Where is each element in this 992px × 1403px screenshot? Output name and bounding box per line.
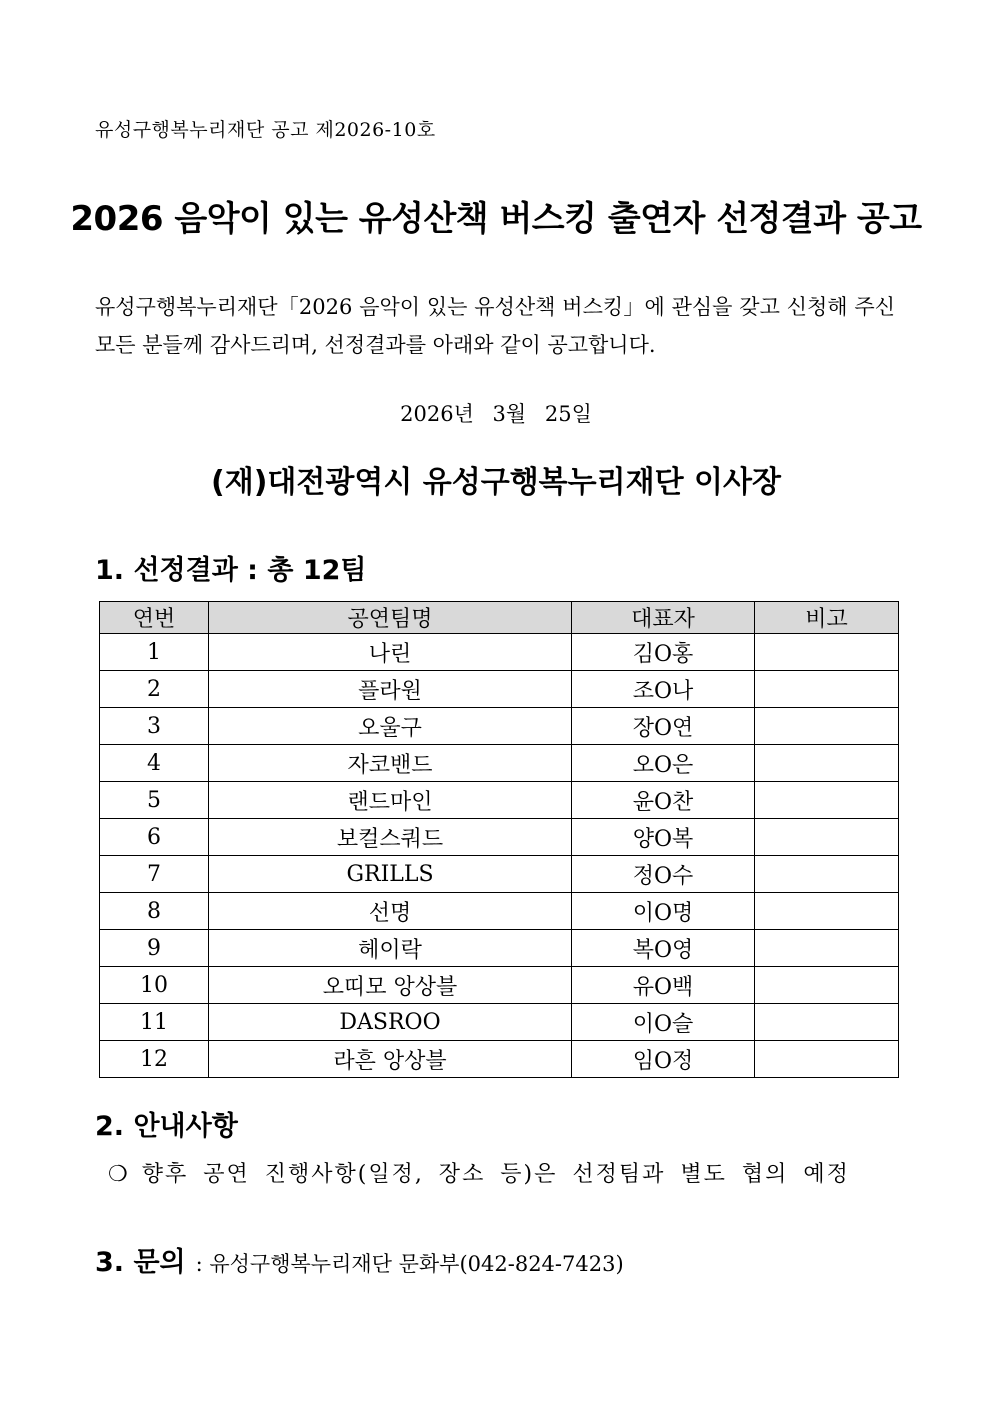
representative: 조O나 [572, 671, 755, 708]
representative: 장O연 [572, 708, 755, 745]
row-number: 7 [100, 856, 209, 893]
note [755, 745, 899, 782]
column-header-no: 연번 [100, 602, 209, 634]
representative: 윤O찬 [572, 782, 755, 819]
column-header-team: 공연팀명 [209, 602, 572, 634]
row-number: 12 [100, 1041, 209, 1078]
team-name: 랜드마인 [209, 782, 572, 819]
table-row [100, 856, 899, 893]
table-row [100, 634, 899, 671]
results-table [99, 601, 899, 1078]
team-name: 보컬스쿼드 [209, 819, 572, 856]
table-row [100, 893, 899, 930]
note [755, 967, 899, 1004]
note [755, 671, 899, 708]
table-row [100, 782, 899, 819]
notice-number: 유성구행복누리재단 공고 제2026-10호 [95, 119, 436, 141]
table-row [100, 930, 899, 967]
note [755, 930, 899, 967]
row-number: 5 [100, 782, 209, 819]
row-number: 6 [100, 819, 209, 856]
row-number: 8 [100, 893, 209, 930]
table-row [100, 1004, 899, 1041]
table-row [100, 671, 899, 708]
team-name: 오띠모 앙상블 [209, 967, 572, 1004]
guidance-text: 향후 공연 진행사항(일정, 장소 등)은 선정팀과 별도 협의 예정 [141, 1162, 850, 1187]
representative: 복O영 [572, 930, 755, 967]
team-name: 자코밴드 [209, 745, 572, 782]
team-name: 플라원 [209, 671, 572, 708]
team-name: 라흔 앙상블 [209, 1041, 572, 1078]
representative: 정O수 [572, 856, 755, 893]
team-name: 헤이락 [209, 930, 572, 967]
representative: 임O정 [572, 1041, 755, 1078]
row-number: 9 [100, 930, 209, 967]
team-name: 오울구 [209, 708, 572, 745]
table-row [100, 708, 899, 745]
note [755, 1041, 899, 1078]
note [755, 893, 899, 930]
team-name: 선명 [209, 893, 572, 930]
note [755, 1004, 899, 1041]
table-row [100, 745, 899, 782]
team-name: GRILLS [209, 856, 572, 893]
team-name: DASROO [209, 1004, 572, 1041]
section-heading-contact: 3. 문의 [95, 1247, 186, 1278]
representative: 이O명 [572, 893, 755, 930]
section-heading-guidance: 2. 안내사항 [95, 1111, 238, 1142]
table-row [100, 819, 899, 856]
note [755, 708, 899, 745]
column-header-note: 비고 [755, 602, 899, 634]
note [755, 634, 899, 671]
row-number: 10 [100, 967, 209, 1004]
representative: 양O복 [572, 819, 755, 856]
guidance-bullet [108, 1157, 850, 1188]
table-row [100, 967, 899, 1004]
contact-info: : 유성구행복누리재단 문화부(042-824-7423) [195, 1252, 624, 1276]
intro-paragraph: 유성구행복누리재단「2026 음악이 있는 유성산책 버스킹」에 관심을 갖고 신청해 주신 모든 분들께 감사드리며, 선정결과를 아래와 같이 공고합니다. [95, 295, 895, 357]
team-name: 나린 [209, 634, 572, 671]
note [755, 782, 899, 819]
row-number: 2 [100, 671, 209, 708]
issuer: (재)대전광역시 유성구행복누리재단 이사장 [211, 465, 781, 500]
table-row [100, 1041, 899, 1078]
representative: 오O은 [572, 745, 755, 782]
notice-date: 2026년 3월 25일 [400, 402, 592, 426]
row-number: 1 [100, 634, 209, 671]
circle-bullet-icon: ❍ [108, 1162, 130, 1187]
note [755, 856, 899, 893]
page-title: 2026 음악이 있는 유성산책 버스킹 출연자 선정결과 공고 [70, 199, 922, 239]
representative: 김O홍 [572, 634, 755, 671]
row-number: 4 [100, 745, 209, 782]
contact-section [95, 1240, 624, 1279]
representative: 이O슬 [572, 1004, 755, 1041]
note [755, 819, 899, 856]
representative: 유O백 [572, 967, 755, 1004]
table-header-row [100, 602, 899, 634]
column-header-representative: 대표자 [572, 602, 755, 634]
row-number: 11 [100, 1004, 209, 1041]
section-heading-results: 1. 선정결과 : 총 12팀 [95, 555, 367, 586]
row-number: 3 [100, 708, 209, 745]
